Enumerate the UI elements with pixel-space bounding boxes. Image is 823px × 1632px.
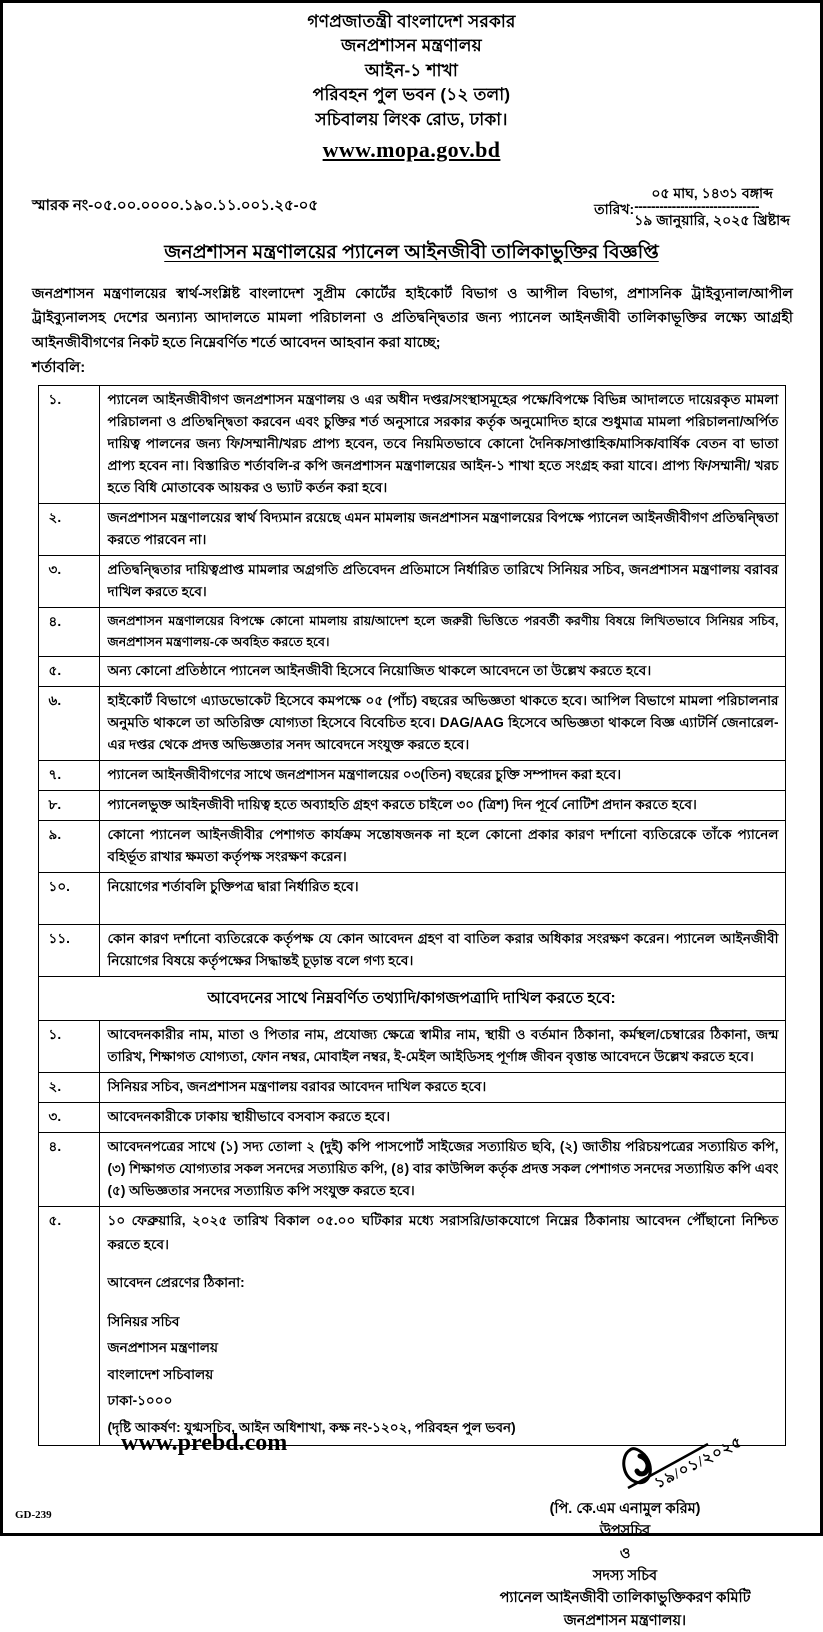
row-serial: ৯. bbox=[38, 821, 99, 873]
table-row bbox=[38, 556, 785, 608]
date-bangla: ০৫ মাঘ, ১৪৩১ বঙ্গাব্দ bbox=[651, 185, 773, 202]
row-serial: ৫. bbox=[38, 1206, 99, 1446]
row-serial: ৩. bbox=[38, 1102, 99, 1132]
address-attention-note: (দৃষ্টি আকর্ষণ: যুগ্মসচিব, আইন অধিশাখা, কক্ষ নং-১২০২, পরিবহন পুল ভবন) bbox=[107, 1419, 516, 1435]
documents-heading-row bbox=[38, 977, 785, 1020]
row-text: প্যানেল আইনজীবীগণের সাথে জনপ্রশাসন মন্ত্রণালয়ের ০৩(তিন) বছরের চুক্তি সম্পাদন করা হবে। bbox=[99, 761, 785, 791]
row-text: আবেদনকারীর নাম, মাতা ও পিতার নাম, প্রযোজ্য ক্ষেত্রে স্বামীর নাম, স্থায়ী ও বর্তমান ঠিকানা, কর্মস্থল/চেম্বারের ঠিকানা, জন্ম তারিখ, শিক্ষাগত যোগ্যতা, ফোন নম্বর, মোবাইল নম্বর, ই-মেইল আইডিসহ পূর্ণাঙ্গ জীবন বৃত্তান্ত আবেদনে উল্লেখ করতে হবে। bbox=[99, 1020, 785, 1072]
memo-row bbox=[20, 185, 803, 228]
row-serial: ৪. bbox=[38, 608, 99, 657]
date-label: তারিখ: bbox=[594, 201, 635, 218]
page-title: জনপ্রশাসন মন্ত্রণালয়ের প্যানেল আইনজীবী তালিকাভুক্তির বিজ্ঞপ্তি bbox=[164, 242, 659, 264]
signatory-conjunction: ও bbox=[619, 1545, 631, 1562]
signatory-designation-secondary: সদস্য সচিব bbox=[592, 1568, 658, 1585]
row-serial: ১১. bbox=[38, 925, 99, 977]
table-row bbox=[38, 1072, 785, 1102]
row-serial: ৩. bbox=[38, 556, 99, 608]
signatory-name: (পি. কে.এম এনামুল করিম) bbox=[549, 1501, 701, 1518]
row-text: নিয়োগের শর্তাবলি চুক্তিপত্র দ্বারা নির্ধারিত হবে। bbox=[99, 873, 785, 925]
row-text: প্যানেল আইনজীবীগণ জনপ্রশাসন মন্ত্রণালয় ও এর অধীন দপ্তর/সংস্থাসমূহের পক্ষে/বিপক্ষে বিভিন্ন আদালতে দায়েরকৃত মামলা পরিচালনা ও প্রতিদ্বন্দ্বিতা করবেন এবং চুক্তির শর্ত অনুসারে সরকার কর্তৃক অনুমোদিত হারে শুধুমাত্র মামলা পরিচালনা/অর্পিত দায়িত্ব পালনের জন্য ফি/সম্মানী/খরচ প্রাপ্য হবেন, তবে নিয়মিতভাবে কোনো দৈনিক/সাপ্তাহিক/মাসিক/বার্ষিক বেতন বা ভাতা প্রাপ্য হবেন না। বিস্তারিত শর্তাবলি-র কপি জনপ্রশাসন মন্ত্রণালয়ের আইন-১ শাখা হতে সংগ্রহ করা যাবে। প্রাপ্য ফি/সম্মানী/ খরচ হতে বিধি মোতাবেক আয়কর ও ভ্যাট কর্তন করা হবে। bbox=[99, 386, 785, 504]
row-text: জনপ্রশাসন মন্ত্রণালয়ের স্বার্থ বিদ্যমান রয়েছে এমন মামলায় জনপ্রশাসন মন্ত্রণালয়ের বিপক্ষে প্যানেল আইনজীবীগণ প্রতিদ্বন্দ্বিতা করতে পারবেন না। bbox=[99, 504, 785, 556]
letterhead bbox=[20, 11, 803, 164]
row-text: হাইকোর্ট বিভাগে এ্যাডভোকেট হিসেবে কমপক্ষে ০৫ (পাঁচ) বছরের অভিজ্ঞতা থাকতে হবে। আপিল বিভাগে মামলা পরিচালনার অনুমতি থাকলে তা অতিরিক্ত যোগ্যতা হিসেবে বিবেচিত হবে। DAG/AAG হিসেবে অভিজ্ঞতা থাকলে বিজ্ঞ এ্যাটর্নি জেনারেল-এর দপ্তর থেকে প্রদত্ত অভিজ্ঞতার সনদ আবেদনে সংযুক্ত করতে হবে। bbox=[99, 687, 785, 761]
address-line-4: ঢাকা-১০০০ bbox=[107, 1393, 173, 1409]
table-row bbox=[38, 1206, 785, 1446]
table-row bbox=[38, 608, 785, 657]
memo-number: স্মারক নং-০৫.০০.০০০০.১৯০.১১.০০১.২৫-০৫ bbox=[32, 197, 319, 215]
watermark-link[interactable]: www.prebd.com bbox=[121, 1430, 288, 1456]
building-name: পরিবহন পুল ভবন (১২ তলা) bbox=[312, 85, 511, 105]
row-serial: ২. bbox=[38, 504, 99, 556]
row-text: আবেদনপত্রের সাথে (১) সদ্য তোলা ২ (দুই) কপি পাসপোর্ট সাইজের সত্যায়িত ছবি, (২) জাতীয় পরিচয়পত্রের সত্যায়িত কপি, (৩) শিক্ষাগত যোগ্যতার সকল সনদের সত্যায়িত কপি, (৪) বার কাউন্সিল কর্তৃক প্রদত্ত সকল পেশাগত সনদের সত্যায়িত কপি এবং (৫) অভিজ্ঞতার সনদের সত্যায়িত কপি সংযুক্ত করতে হবে। bbox=[99, 1132, 785, 1206]
table-row bbox=[38, 821, 785, 873]
table-row bbox=[38, 761, 785, 791]
address-heading: আবেদন প্রেরণের ঠিকানা: bbox=[107, 1275, 245, 1291]
address-line-3: বাংলাদেশ সচিবালয় bbox=[107, 1366, 214, 1382]
table-row bbox=[38, 925, 785, 977]
row-serial: ৫. bbox=[38, 657, 99, 687]
row-text: অন্য কোনো প্রতিষ্ঠানে প্যানেল আইনজীবী হিসেবে নিয়োজিত থাকলে আবেদনে তা উল্লেখ করতে হবে। bbox=[99, 657, 785, 687]
date-english: ১৯ জানুয়ারি, ২০২৫ খ্রিষ্টাব্দ bbox=[634, 211, 790, 228]
table-row bbox=[38, 687, 785, 761]
table-row bbox=[38, 504, 785, 556]
date-block bbox=[594, 185, 790, 228]
row-serial: ১. bbox=[38, 386, 99, 504]
conditions-table bbox=[38, 385, 786, 1446]
signature-block bbox=[465, 1434, 785, 1632]
row-text-with-address bbox=[99, 1206, 785, 1446]
row-serial: ১০. bbox=[38, 873, 99, 925]
address-line: সচিবালয় লিংক রোড, ঢাকা। bbox=[315, 109, 508, 129]
intro-paragraph: জনপ্রশাসন মন্ত্রণালয়ের স্বার্থ-সংশ্লিষ্ট বাংলাদেশ সুপ্রীম কোর্টের হাইকোর্ট বিভাগ ও আপীল বিভাগ, প্রশাসনিক ট্রাইব্যুনাল/আপীল ট্রাইব্যুনালসহ দেশের অন্যান্য আদালতে মামলা পরিচালনা ও প্রতিদ্বন্দ্বিতার জন্য প্যানেল আইনজীবী তালিকাভূক্তির লক্ষ্যে আগ্রহী আইনজীবীগণের নিকট হতে নিম্নেবর্ণিত শর্তে আবেদন আহবান করা যাচ্ছে; bbox=[32, 286, 793, 351]
signatory-designation-primary: উপসচিব bbox=[599, 1523, 651, 1540]
government-name: গণপ্রজাতন্ত্রী বাংলাদেশ সরকার bbox=[307, 12, 516, 31]
row-text: প্যানেলভুক্ত আইনজীবী দায়িত্ব হতে অব্যাহতি গ্রহণ করতে চাইলে ৩০ (ত্রিশ) দিন পূর্বে নোটিশ প্রদান করতে হবে। bbox=[99, 791, 785, 821]
date-divider: ------------------------------ bbox=[634, 197, 760, 214]
row-text: আবেদনকারীকে ঢাকায় স্থায়ীভাবে বসবাস করতে হবে। bbox=[99, 1102, 785, 1132]
table-row bbox=[38, 1102, 785, 1132]
address-block bbox=[108, 1258, 779, 1441]
row-serial: ৮. bbox=[38, 791, 99, 821]
table-row bbox=[38, 791, 785, 821]
address-line-1: সিনিয়র সচিব bbox=[107, 1313, 180, 1329]
table-row bbox=[38, 386, 785, 504]
table-row bbox=[38, 873, 785, 925]
row-text: প্রতিদ্বন্দ্বিতার দায়িত্বপ্রাপ্ত মামলার অগ্রগতি প্রতিবেদন প্রতিমাসে নির্ধারিত তারিখে সিনিয়র সচিব, জনপ্রশাসন মন্ত্রণালয় বরাবর দাখিল করতে হবে। bbox=[99, 556, 785, 608]
ministry-name: জনপ্রশাসন মন্ত্রণালয় bbox=[341, 36, 482, 56]
gd-code: GD-239 bbox=[15, 1509, 52, 1521]
signatory-ministry: জনপ্রশাসন মন্ত্রণালয়। bbox=[563, 1612, 687, 1629]
documents-heading: আবেদনের সাথে নিম্নবর্ণিত তথ্যাদি/কাগজপত্রাদি দাখিল করতে হবে: bbox=[38, 977, 785, 1020]
row-serial: ৬. bbox=[38, 687, 99, 761]
row-text: সিনিয়র সচিব, জনপ্রশাসন মন্ত্রণালয় বরাবর আবেদন দাখিল করতে হবে। bbox=[99, 1072, 785, 1102]
row-text: কোনো প্যানেল আইনজীবীর পেশাগত কার্যক্রম সন্তোষজনক না হলে কোনো প্রকার কারণ দর্শানো ব্যতিরেকে তাঁকে প্যানেল বহির্ভূত রাখার ক্ষমতা কর্তৃপক্ষ সংরক্ষণ করেন। bbox=[99, 821, 785, 873]
branch-name: আইন-১ শাখা bbox=[365, 60, 458, 80]
handwritten-date: ১৯/০১/২০২৫ bbox=[652, 1434, 746, 1493]
conditions-heading: শর্তাবলি: bbox=[32, 359, 86, 377]
signatory-committee: প্যানেল আইনজীবী তালিকাভুক্তিকরণ কমিটি bbox=[499, 1590, 751, 1607]
table-row bbox=[38, 1020, 785, 1072]
row-text: জনপ্রশাসন মন্ত্রণালয়ের বিপক্ষে কোনো মামলায় রায়/আদেশ হলে জরুরী ভিত্তিতে পরবর্তী করণীয় বিষয়ে লিখিতভাবে সিনিয়র সচিব, জনপ্রশাসন মন্ত্রণালয়-কে অবহিত করতে হবে। bbox=[99, 608, 785, 657]
row-serial: ২. bbox=[38, 1072, 99, 1102]
row-serial: ৪. bbox=[38, 1132, 99, 1206]
row-serial: ৭. bbox=[38, 761, 99, 791]
handwritten-signature-area bbox=[465, 1434, 785, 1500]
row-text: ১০ ফেব্রুয়ারি, ২০২৫ তারিখ বিকাল ০৫.০০ ঘটিকার মধ্যে সরাসরি/ডাকযোগে নিম্নের ঠিকানায় আবেদন পৌঁছানো নিশ্চিত করতে হবে। bbox=[107, 1212, 779, 1252]
address-line-2: জনপ্রশাসন মন্ত্রণালয় bbox=[107, 1340, 219, 1356]
row-text: কোন কারণ দর্শানো ব্যতিরেকে কর্তৃপক্ষ যে কোন আবেদন গ্রহণ বা বাতিল করার অধিকার সংরক্ষণ করেন। প্যানেল আইনজীবী নিয়োগের বিষয়ে কর্তৃপক্ষের সিদ্ধান্তই চূড়ান্ত বলে গণ্য হবে। bbox=[99, 925, 785, 977]
table-row bbox=[38, 657, 785, 687]
row-serial: ১. bbox=[38, 1020, 99, 1072]
website-link[interactable]: www.mopa.gov.bd bbox=[322, 137, 501, 163]
table-row bbox=[38, 1132, 785, 1206]
